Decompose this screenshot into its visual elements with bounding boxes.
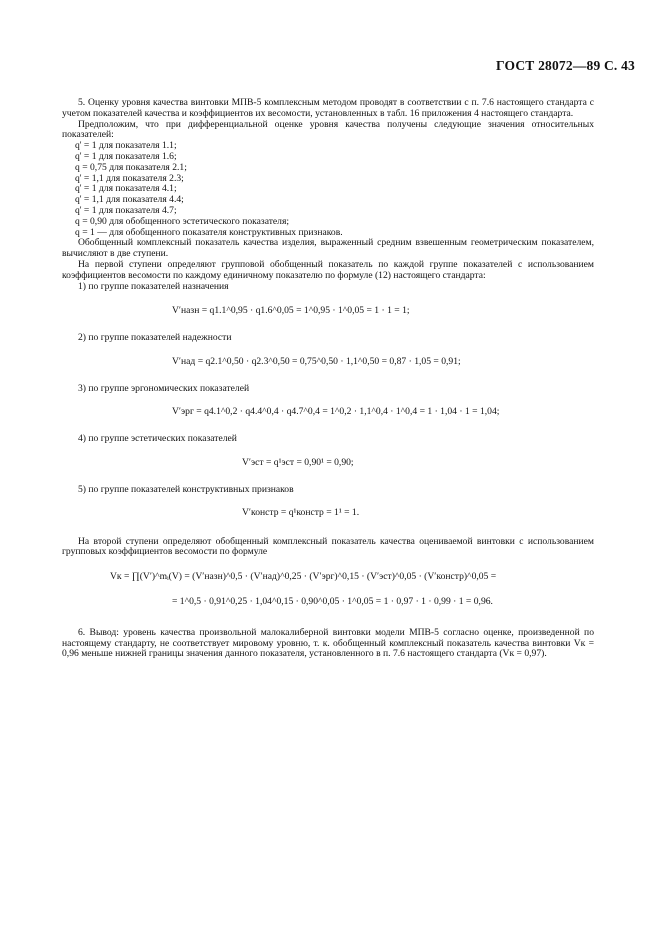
assumption-paragraph: Предположим, что при дифференциальной оценке уровня качества получены следующие значения относительных показателей: — [62, 118, 594, 141]
list-item: q' = 1 для показателя 4.7; — [75, 204, 177, 216]
section-5-intro: 5. Оценку уровня качества винтовки МПВ-5 комплексным методом проводят в соответствии с п. 7.6 настоящего стандарта с учетом показателей качества и коэффициентов их весомости, установленных в табл. 16 приложения 4 настоящего стандарта. — [62, 97, 594, 119]
group-2-formula: V′над = q2.1^0,50 · q2.3^0,50 = 0,75^0,50 · 1,1^0,50 = 0,87 · 1,05 = 0,91; — [172, 355, 461, 367]
document-body — [62, 98, 594, 660]
group-5-formula: V′констр = q¹констр = 1¹ = 1. — [242, 506, 360, 518]
list-item: q' = 1 для показателя 4.1; — [75, 183, 177, 195]
group-2-label: 2) по группе показателей надежности — [78, 332, 232, 344]
stage-2-paragraph: На второй ступени определяют обобщенный комплексный показатель качества оцениваемой винтовки с использованием групповых коэффициентов весомости по формуле — [62, 535, 594, 558]
group-1-formula: V′назн = q1.1^0,95 · q1.6^0,05 = 1^0,95 · 1^0,05 = 1 · 1 = 1; — [172, 305, 410, 317]
group-4-label: 4) по группе эстетических показателей — [78, 433, 237, 445]
group-1-label: 1) по группе показателей назначения — [78, 280, 229, 292]
page-header: ГОСТ 28072—89 С. 43 — [496, 58, 635, 73]
section-6-conclusion: 6. Вывод: уровень качества произвольной малокалиберной винтовки модели МПВ-5 согласно оценке, произведенной по настоящему стандарту, не соответствует мировому уровню, т. к. обобщенный комплексный показатель качества винтовки Vк = 0,96 меньше нижней границы значения данного показателя, установленного в п. 7.6 настоящего стандарта (Vк = 0,97). — [62, 626, 594, 660]
generalized-paragraph: Обобщенный комплексный показатель качества изделия, выраженный средним взвешенным геометрическим показателем, вычисляют в две ступени. — [62, 237, 594, 260]
group-3-formula: V′эрг = q4.1^0,2 · q4.4^0,4 · q4.7^0,4 = 1^0,2 · 1,1^0,4 · 1^0,4 = 1 · 1,04 · 1 = 1,04; — [172, 405, 500, 417]
list-item: q' = 1 для показателя 1.6; — [75, 150, 177, 162]
list-item: q' = 1,1 для показателя 2.3; — [75, 172, 184, 184]
stage-1-paragraph: На первой ступени определяют групповой обобщенный показатель по каждой группе показателей с использованием коэффициентов весомости по каждому единичному показателю по формуле (12) настоящего стандарта: — [62, 258, 594, 281]
final-formula-line-1: Vк = ∏(V′)^mᵢ(V) = (V′назн)^0,5 · (V′над)^0,25 · (V′эрг)^0,15 · (V′эст)^0,05 · (V′констр)^0,05 = — [110, 571, 497, 583]
group-4-formula: V′эст = q¹эст = 0,90¹ = 0,90; — [242, 457, 354, 469]
group-3-label: 3) по группе эргономических показателей — [78, 382, 250, 394]
list-item: q' = 1,1 для показателя 4.4; — [75, 194, 184, 206]
final-formula-line-2: = 1^0,5 · 0,91^0,25 · 1,04^0,15 · 0,90^0,05 · 1^0,05 = 1 · 0,97 · 1 · 0,99 · 1 = 0,96. — [172, 595, 493, 607]
list-item: q = 0,75 для показателя 2.1; — [75, 161, 187, 173]
list-item: q' = 1 для показателя 1.1; — [75, 140, 177, 152]
indicator-values-list — [75, 141, 594, 238]
group-5-label: 5) по группе показателей конструктивных признаков — [78, 483, 294, 495]
list-item: q = 1 — для обобщенного показателя конструктивных признаков. — [75, 226, 343, 238]
list-item: q = 0,90 для обобщенного эстетического показателя; — [75, 215, 290, 227]
